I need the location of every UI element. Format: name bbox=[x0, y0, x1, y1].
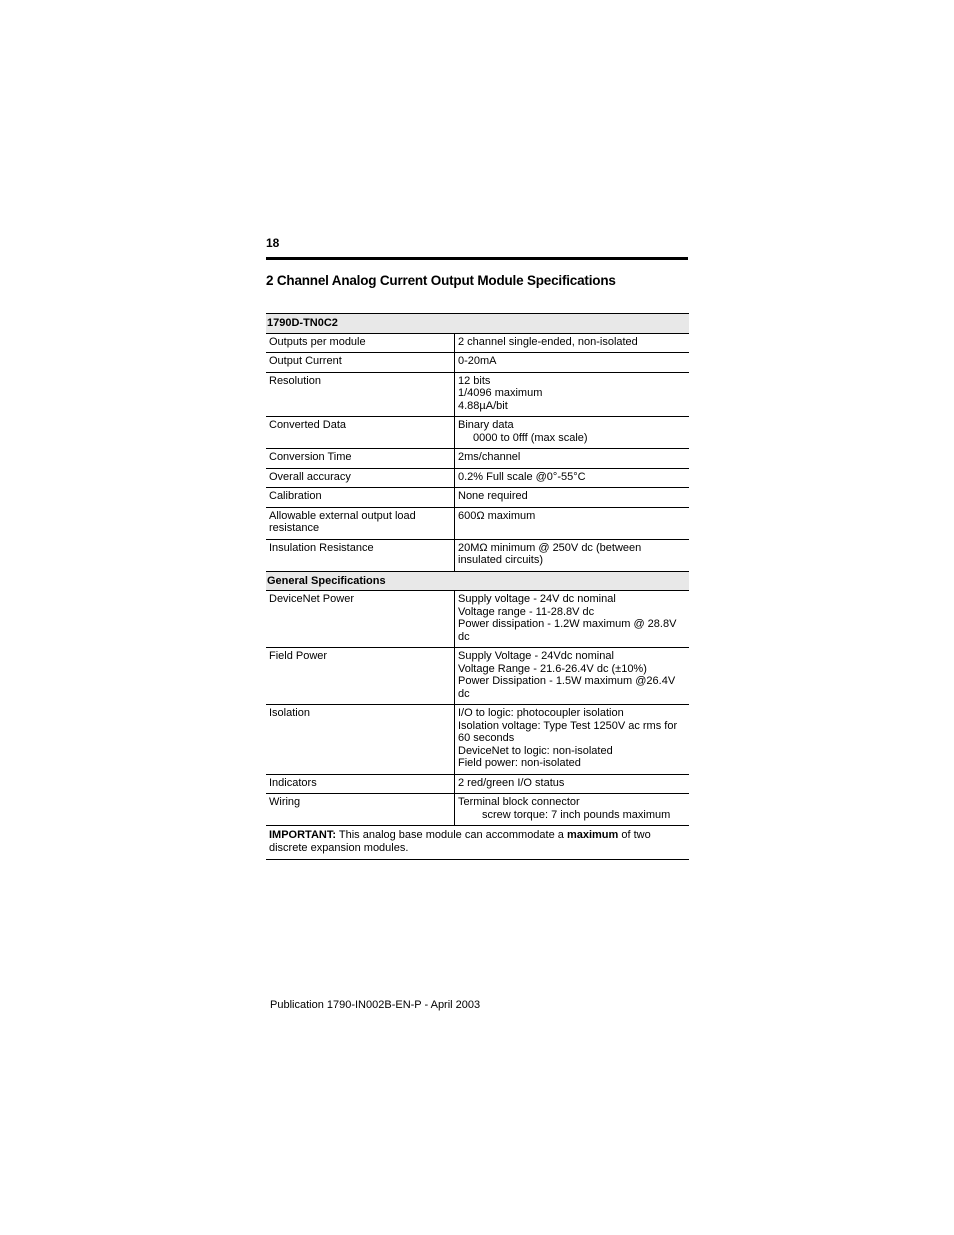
spec-value-line: 0000 to 0fff (max scale) bbox=[473, 431, 588, 444]
spec-value bbox=[455, 417, 690, 449]
spec-value bbox=[455, 468, 690, 488]
spec-label: Allowable external output load resistance bbox=[266, 507, 455, 539]
spec-value bbox=[455, 449, 690, 469]
spec-value-line: 2ms/channel bbox=[458, 451, 521, 463]
spec-label: Field Power bbox=[266, 648, 455, 705]
spec-value-line: Field power: non-isolated bbox=[458, 757, 581, 769]
spec-row bbox=[266, 794, 689, 826]
spec-value bbox=[455, 507, 690, 539]
spec-label: Conversion Time bbox=[266, 449, 455, 469]
note-text: of two discrete expansion modules. bbox=[269, 829, 651, 854]
module-header-row bbox=[266, 314, 689, 334]
spec-value-line: 600Ω maximum bbox=[458, 509, 536, 522]
spec-row bbox=[266, 372, 689, 417]
spec-value bbox=[455, 372, 690, 417]
spec-value-line: Supply voltage - 24V dc nominal bbox=[458, 593, 616, 605]
spec-value bbox=[455, 353, 690, 373]
spec-value bbox=[455, 488, 690, 508]
important-note-row bbox=[266, 826, 689, 860]
specifications-table-body bbox=[266, 314, 689, 860]
spec-value-line: I/O to logic: photocoupler isolation bbox=[458, 707, 624, 719]
spec-value-line: 0-20mA bbox=[458, 355, 497, 367]
spec-row bbox=[266, 507, 689, 539]
spec-label: Isolation bbox=[266, 705, 455, 775]
general-specifications-header: General Specifications bbox=[266, 571, 689, 591]
spec-label: Outputs per module bbox=[266, 333, 455, 353]
spec-value-line: Terminal block connector bbox=[458, 796, 580, 808]
spec-label: Indicators bbox=[266, 774, 455, 794]
spec-value-line: DeviceNet to logic: non-isolated bbox=[458, 744, 613, 757]
spec-value-line: screw torque: 7 inch pounds maximum bbox=[482, 808, 671, 821]
spec-value bbox=[455, 794, 690, 826]
note-emphasis: maximum bbox=[566, 829, 619, 841]
spec-value-line: Isolation voltage: Type Test 1250V ac rms for 60 seconds bbox=[458, 719, 678, 744]
note-text: This analog base module can accommodate a bbox=[336, 829, 567, 841]
spec-value-line: 20MΩ minimum @ 250V dc (between insulated circuits) bbox=[458, 541, 642, 566]
spec-value-line: Voltage Range - 21.6-26.4V dc (±10%) bbox=[458, 662, 647, 675]
spec-label: Resolution bbox=[266, 372, 455, 417]
spec-value-line: Power Dissipation - 1.5W maximum @26.4V dc bbox=[458, 675, 676, 700]
spec-value bbox=[455, 774, 690, 794]
spec-value bbox=[455, 539, 690, 571]
spec-value bbox=[455, 333, 690, 353]
spec-label: Wiring bbox=[266, 794, 455, 826]
spec-value-line: Supply Voltage - 24Vdc nominal bbox=[458, 650, 614, 662]
spec-value-line: 4.88µA/bit bbox=[458, 399, 508, 412]
spec-value-line: 12 bits bbox=[458, 374, 491, 387]
spec-value-line: 2 channel single-ended, non-isolated bbox=[458, 335, 638, 348]
spec-label: Overall accuracy bbox=[266, 468, 455, 488]
spec-value bbox=[455, 705, 690, 775]
spec-row bbox=[266, 705, 689, 775]
spec-label: Calibration bbox=[266, 488, 455, 508]
spec-row bbox=[266, 417, 689, 449]
page-title: 2 Channel Analog Current Output Module Specifications bbox=[266, 273, 616, 288]
spec-row bbox=[266, 539, 689, 571]
important-note bbox=[266, 826, 689, 860]
spec-row bbox=[266, 468, 689, 488]
spec-row bbox=[266, 591, 689, 648]
spec-value-line: None required bbox=[458, 490, 528, 502]
specifications-table bbox=[266, 313, 689, 860]
general-header-row bbox=[266, 571, 689, 591]
spec-label: Output Current bbox=[266, 353, 455, 373]
page-number: 18 bbox=[266, 236, 280, 250]
spec-value bbox=[455, 591, 690, 648]
spec-row bbox=[266, 449, 689, 469]
spec-value-line: 2 red/green I/O status bbox=[458, 776, 565, 789]
spec-value-line: Power dissipation - 1.2W maximum @ 28.8V dc bbox=[458, 618, 677, 643]
spec-label: Insulation Resistance bbox=[266, 539, 455, 571]
publication-footer: Publication 1790-IN002B-EN-P - April 2003 bbox=[270, 999, 481, 1011]
spec-value-line: Voltage range - 11-28.8V dc bbox=[458, 605, 595, 618]
module-header: 1790D-TN0C2 bbox=[266, 314, 689, 334]
spec-row bbox=[266, 333, 689, 353]
spec-label: DeviceNet Power bbox=[266, 591, 455, 648]
spec-value bbox=[455, 648, 690, 705]
header-rule bbox=[266, 257, 688, 260]
spec-row bbox=[266, 488, 689, 508]
spec-label: Converted Data bbox=[266, 417, 455, 449]
spec-row bbox=[266, 774, 689, 794]
spec-row bbox=[266, 648, 689, 705]
spec-value-line: 1/4096 maximum bbox=[458, 387, 543, 399]
spec-value-line: 0.2% Full scale @0°-55°C bbox=[458, 470, 586, 483]
important-label: IMPORTANT: bbox=[269, 829, 337, 841]
spec-row bbox=[266, 353, 689, 373]
spec-value-line: Binary data bbox=[458, 419, 514, 431]
